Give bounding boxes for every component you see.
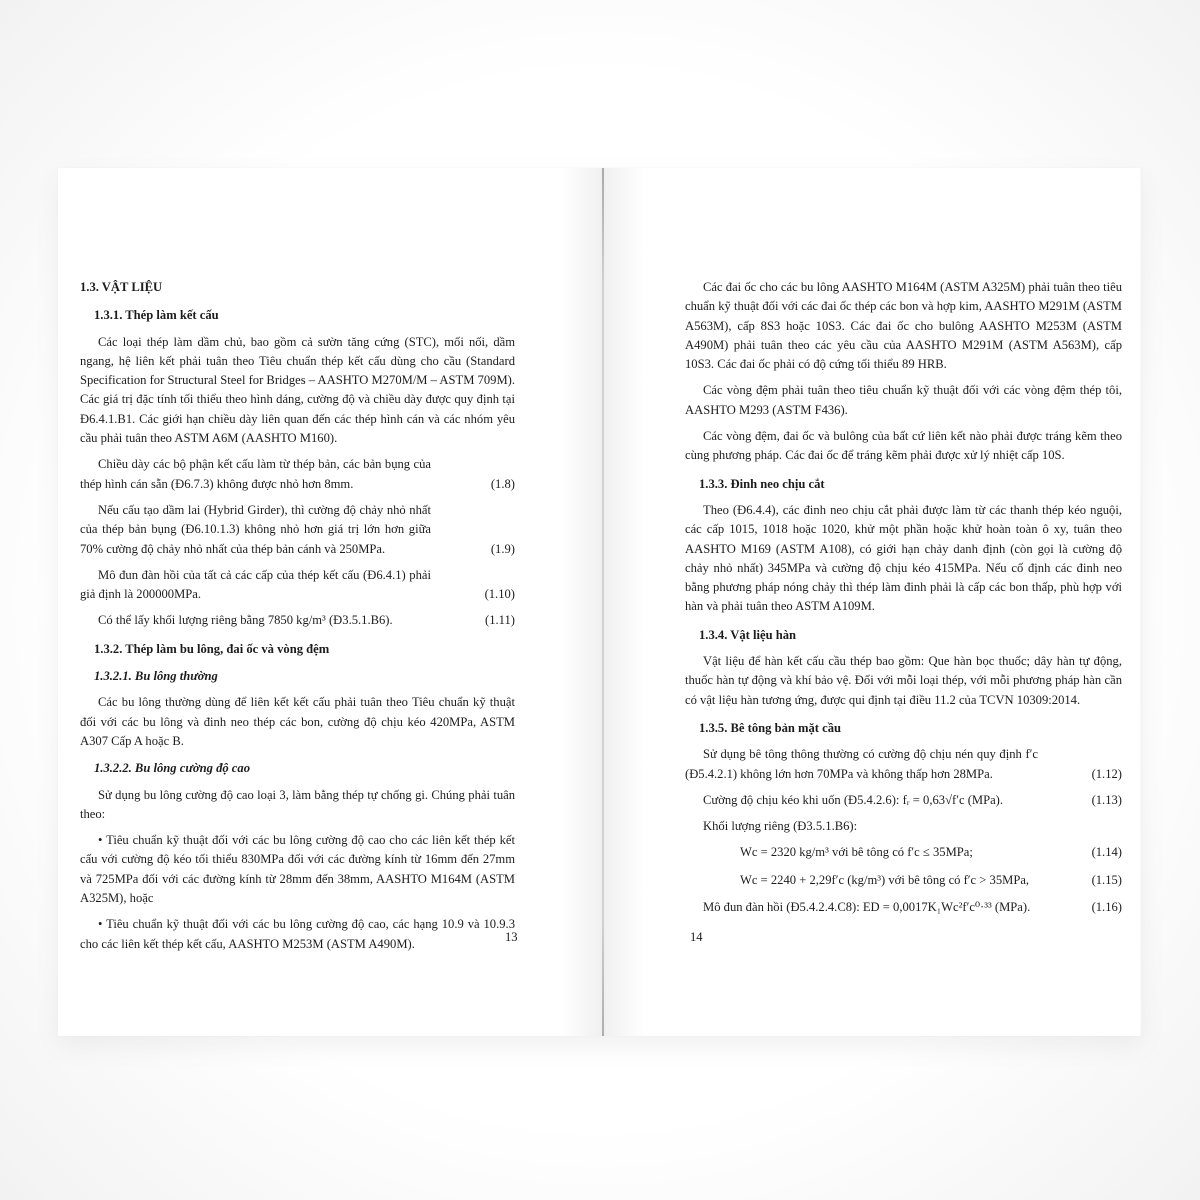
text-run: 1.3.2.1. Bu lông thường [94, 669, 218, 684]
paragraph [685, 652, 1122, 710]
paragraph [685, 381, 1122, 420]
clause-with-equation-number [685, 791, 1122, 810]
paragraph [80, 786, 515, 825]
text-run: Các vòng đệm phải tuân theo tiêu chuẩn kỹ thuật đối với các vòng đệm thép tôi, AASHTO M293 (ASTM F436). [685, 383, 1122, 417]
equation-number: (1.16) [1091, 900, 1122, 915]
paragraph [685, 427, 1122, 466]
subsubsection-heading [94, 667, 515, 686]
text-run: 1.3.1. Thép làm kết cấu [94, 308, 219, 323]
text-run: Sử dụng bu lông cường độ cao loại 3, làm bằng thép tự chống gi. Chúng phải tuân theo: [80, 787, 515, 821]
bullet-paragraph [80, 831, 515, 908]
text-run: Khối lượng riêng (Đ3.5.1.B6): [703, 819, 858, 834]
paragraph [685, 501, 1122, 617]
paragraph [80, 693, 515, 751]
formula-line [685, 843, 1122, 862]
text-run: Mô đun đàn hồi của tất cả các cấp của thép kết cấu (Đ6.4.1) phải giả định là 200000MPa. [80, 567, 431, 602]
equation-number: (1.14) [1091, 845, 1122, 860]
text-run: Wc = 2240 + 2,29f′c (kg/m³) với bê tông có f′c > 35MPa, [740, 872, 1030, 887]
text-run: Mô đun đàn hồi (Đ5.4.2.4.C8): ED = 0,0017K₁Wc²f′c⁰·³³ (MPa). [703, 900, 1031, 915]
paragraph [685, 817, 1122, 836]
text-run: • Tiêu chuẩn kỹ thuật đối với các bu lông cường độ cao cho các liên kết thép kết cấu với cường độ kéo tối thiểu 830MPa đối với các đường kính từ 16mm đến 27mm và 725MPa đối với các đường kính từ 28mm đến 38mm, AASHTO M164M (ASTM A325M), hoặc [80, 833, 515, 906]
text-run: Chiều dày các bộ phận kết cấu làm từ thép bản, các bản bụng của thép hình cán sẵn (Đ6.7.3) không được nhỏ hơn 8mm. [80, 457, 431, 491]
text-run: Các loại thép làm dầm chủ, bao gồm cả sườn tăng cứng (STC), mối nối, dầm ngang, hệ liên kết phải tuân theo Tiêu chuẩn thép kết cấu dùng cho cầu (Standard Specification for Structural Steel for Bridges – AASHTO M270M/M – ASTM 709M). Các giá trị đặc tính tối thiểu theo hình dáng, cường độ và chiều dày được quy định tại Đ6.4.1.B1. Các giới hạn chiều dày liên quan đến các thép hình cán và các nhóm yêu cầu phải tuân theo ASTM A6M (AASHTO M160). [80, 334, 515, 446]
clause-with-equation-number [685, 745, 1122, 784]
text-run: Theo (Đ6.4.4), các đinh neo chịu cắt phải được làm từ các thanh thép kéo nguội, các cấp 1015, 1018 hoặc 1020, khử một phần hoặc khử hoàn toàn ô xy, tuân theo AASHTO M169 (ASTM A108), có giới hạn chảy danh định (còn gọi là cường độ chảy nhỏ nhất) 345MPa và cường độ chịu kéo 415MPa. Nếu cố định các đinh neo bằng phương pháp nóng chảy thì thép làm đinh phải là cấp các bon thấp, phù hợp với hàn và phải tuân theo ASTM A109M. [685, 502, 1122, 614]
text-run: Các bu lông thường dùng để liên kết kết cấu phải tuân theo Tiêu chuẩn kỹ thuật đối với các bu lông và đinh neo thép các bon, cường độ chịu kéo 420MPa, ASTM A307 Cấp A hoặc B. [80, 695, 515, 748]
text-run: 1.3. VẬT LIỆU [80, 280, 163, 294]
text-run: Nếu cấu tạo dầm lai (Hybrid Girder), thì cường độ chảy nhỏ nhất của thép bản bụng (Đ6.10.1.3) không nhỏ hơn giá trị lớn hơn giữa 70% cường độ chảy nhỏ nhất của thép bản cánh và 250MPa. [80, 502, 431, 556]
bullet-paragraph [80, 915, 515, 954]
equation-number: (1.11) [485, 613, 515, 628]
clause-with-equation-number [80, 455, 515, 494]
text-run: Có thể lấy khối lượng riêng bằng 7850 kg/m³ (Đ3.5.1.B6). [98, 613, 393, 628]
text-run: 1.3.4. Vật liệu hàn [699, 627, 797, 642]
subsection-heading [699, 475, 1122, 494]
left-page-number: 13 [505, 930, 518, 944]
equation-number: (1.10) [484, 587, 515, 602]
equation-number: (1.8) [490, 476, 515, 491]
text-run: Cường độ chịu kéo khi uốn (Đ5.4.2.6): fᵣ = 0,63√f′c (MPa). [703, 792, 1004, 807]
text-run: 1.3.5. Bê tông bản mặt cầu [699, 720, 842, 735]
section-heading [80, 278, 515, 297]
equation-number: (1.12) [1091, 766, 1122, 781]
subsubsection-heading [94, 759, 515, 778]
subsection-heading [94, 306, 515, 325]
subsection-heading [699, 719, 1122, 738]
right-page-edge [1139, 168, 1142, 1036]
equation-number: (1.13) [1091, 792, 1122, 807]
text-run: 1.3.3. Đinh neo chịu cắt [699, 476, 825, 491]
clause-with-equation-number [80, 566, 515, 605]
text-run: Vật liệu để hàn kết cấu cầu thép bao gồm: Que hàn bọc thuốc; dây hàn tự động, thuốc hàn tự động và khí bảo vệ. Đối với mỗi loại thép, với mỗi phương pháp hàn cần có vật liệu hàn tương ứng, được qui định tại điều 11.2 của TCVN 10309:2014. [685, 654, 1122, 707]
text-run: 1.3.2. Thép làm bu lông, đai ốc và vòng đệm [94, 641, 330, 656]
clause-with-equation-number [80, 611, 515, 630]
left-page-content [80, 278, 515, 961]
text-run: Các vòng đệm, đai ốc và bulông của bất cứ liên kết nào phải được tráng kẽm theo cùng phương pháp. Các đai ốc để tráng kẽm phải được xử lý nhiệt cấp 10S. [685, 429, 1122, 463]
open-book-spread [58, 168, 1142, 1036]
right-page-content [685, 278, 1122, 924]
paragraph [80, 333, 515, 449]
right-page-number: 14 [690, 930, 703, 944]
equation-number: (1.15) [1091, 872, 1122, 887]
clause-with-equation-number [80, 501, 515, 559]
subsection-heading [699, 626, 1122, 645]
text-run: Sử dụng bê tông thông thường có cường độ chịu nén quy định f′c (Đ5.4.2.1) không lớn hơn 70MPa và không thấp hơn 28MPa. [685, 747, 1038, 781]
text-run: 1.3.2.2. Bu lông cường độ cao [94, 761, 250, 776]
book-gutter-shadow [561, 168, 645, 1036]
text-run: Các đai ốc cho các bu lông AASHTO M164M (ASTM A325M) phải tuân theo tiêu chuẩn kỹ thuật đối với các đai ốc thép các bon và hợp kim, AASHTO M291M (ASTM A563M), cấp 8S3 hoặc 10S3. Các đai ốc cho bulông AASHTO M253M (ASTM A490M) phải tuân theo các yêu cầu của AASHTO M291M (ASTM A563M), cấp 10S3. Các đai ốc phải có độ cứng tối thiểu 89 HRB. [685, 280, 1122, 372]
equation-number: (1.9) [490, 541, 515, 556]
text-run: • Tiêu chuẩn kỹ thuật đối với các bu lông cường độ cao, các hạng 10.9 và 10.9.3 cho các liên kết thép kết cấu, AASHTO M253M (ASTM A490M). [80, 917, 515, 951]
book-gutter-line [602, 168, 604, 1036]
formula-line [685, 871, 1122, 890]
text-run: Wc = 2320 kg/m³ với bê tông có f′c ≤ 35MPa; [740, 845, 973, 860]
clause-with-equation-number [685, 898, 1122, 917]
paragraph [685, 278, 1122, 374]
subsection-heading [94, 640, 515, 659]
